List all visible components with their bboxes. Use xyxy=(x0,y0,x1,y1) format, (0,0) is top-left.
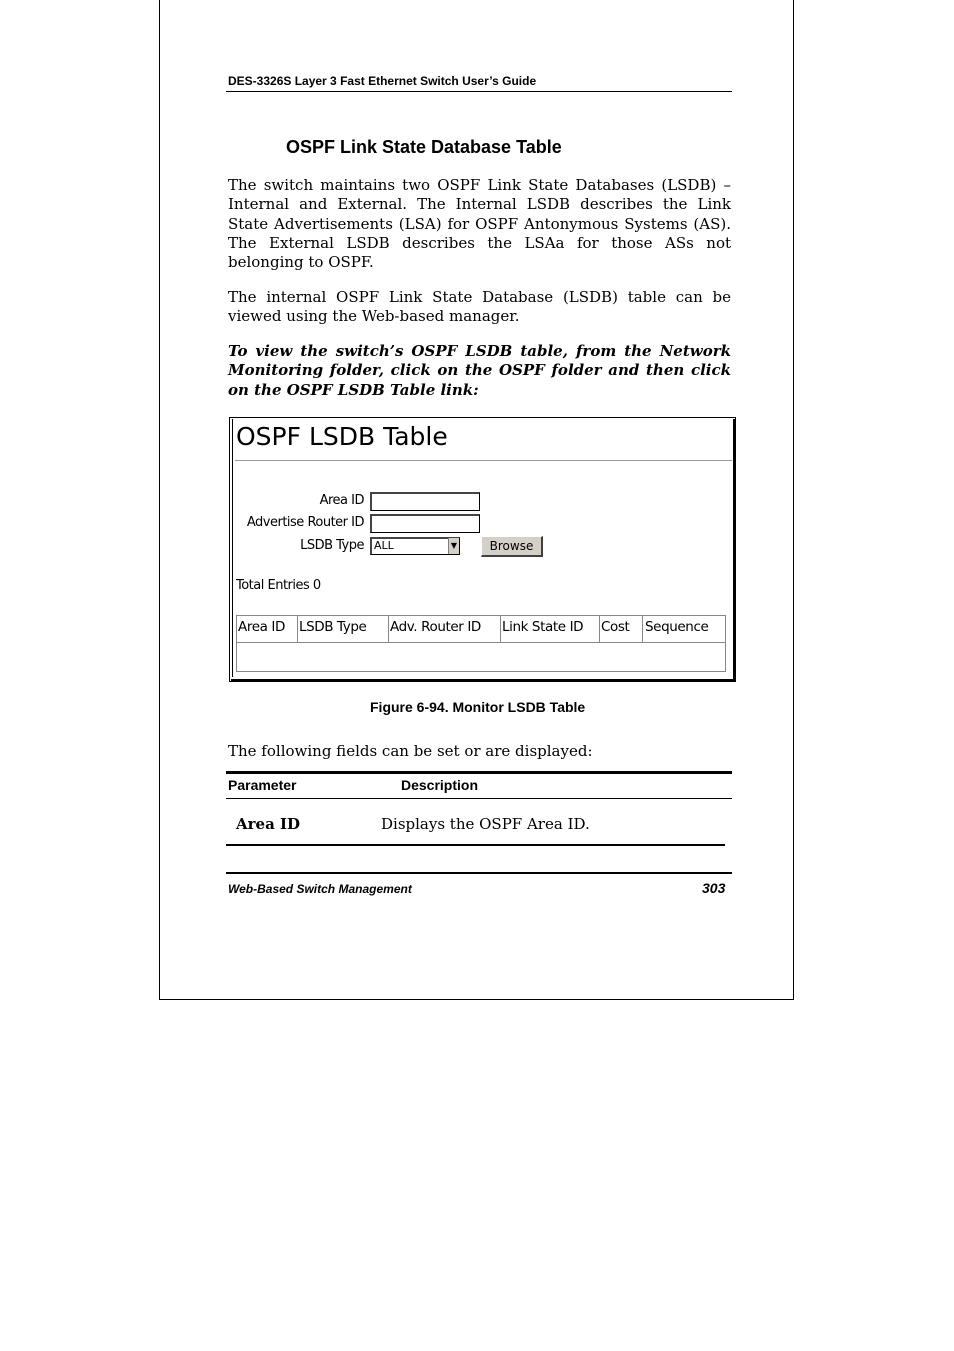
param-area-id-description: Displays the OSPF Area ID. xyxy=(381,815,590,833)
paragraph-internal-lsdb: The internal OSPF Link State Database (LSDB) table can be viewed using the Web-based manager. xyxy=(228,288,731,326)
lsdb-type-label: LSDB Type xyxy=(300,538,364,553)
col-divider xyxy=(388,615,389,643)
paragraph-intro: The switch maintains two OSPF Link State Databases (LSDB) – Internal and External. The Internal LSDB describes the Link State Advertisements (LSA) for OSPF Antonymous Systems (AS). The External LSDB describes the LSAa for those ASs not belonging to OSPF. xyxy=(228,176,731,272)
paragraph-fields: The following fields can be set or are displayed: xyxy=(228,742,593,760)
total-entries: Total Entries 0 xyxy=(236,578,321,593)
screen-title-rule xyxy=(235,460,732,461)
table-bottom-rule xyxy=(226,844,725,846)
page-number: 303 xyxy=(702,880,726,896)
col-sequence: Sequence xyxy=(645,619,709,635)
paragraph-instructions: To view the switch’s OSPF LSDB table, from the Network Monitoring folder, click on the OSPF folder and then click on the OSPF LSDB Table link: xyxy=(228,342,731,399)
col-divider xyxy=(599,615,600,643)
col-divider xyxy=(500,615,501,643)
footer-title: Web-Based Switch Management xyxy=(228,882,412,896)
figure-inner-border xyxy=(232,419,233,677)
advertise-router-id-label: Advertise Router ID xyxy=(246,515,364,530)
screen-title: OSPF LSDB Table xyxy=(236,422,448,451)
area-id-label: Area ID xyxy=(319,493,364,508)
chevron-down-icon[interactable]: ▼ xyxy=(448,538,459,554)
advertise-router-id-input[interactable] xyxy=(370,514,480,533)
table-top-rule xyxy=(226,771,732,774)
figure-caption: Figure 6-94. Monitor LSDB Table xyxy=(370,699,586,715)
description-header: Description xyxy=(401,777,479,793)
col-divider xyxy=(297,615,298,643)
param-area-id: Area ID xyxy=(236,815,301,833)
lsdb-type-value: ALL xyxy=(374,539,394,552)
parameter-header: Parameter xyxy=(228,777,297,793)
col-lsdb-type: LSDB Type xyxy=(299,619,367,635)
running-header: DES-3326S Layer 3 Fast Ethernet Switch User’s Guide xyxy=(228,74,537,88)
table-header-rule xyxy=(236,642,726,643)
section-title: OSPF Link State Database Table xyxy=(286,137,562,157)
col-link-state-id: Link State ID xyxy=(502,619,584,635)
browse-button[interactable]: Browse xyxy=(481,536,543,557)
figure-shadow-bottom xyxy=(231,679,736,682)
area-id-input[interactable] xyxy=(370,492,480,511)
figure-shadow-right xyxy=(733,419,736,682)
header-rule xyxy=(226,91,732,92)
footer-rule xyxy=(226,872,732,874)
table-header-rule xyxy=(226,798,732,799)
col-area-id: Area ID xyxy=(238,619,285,635)
col-divider xyxy=(642,615,643,643)
col-cost: Cost xyxy=(601,619,630,635)
col-adv-router-id: Adv. Router ID xyxy=(390,619,481,635)
